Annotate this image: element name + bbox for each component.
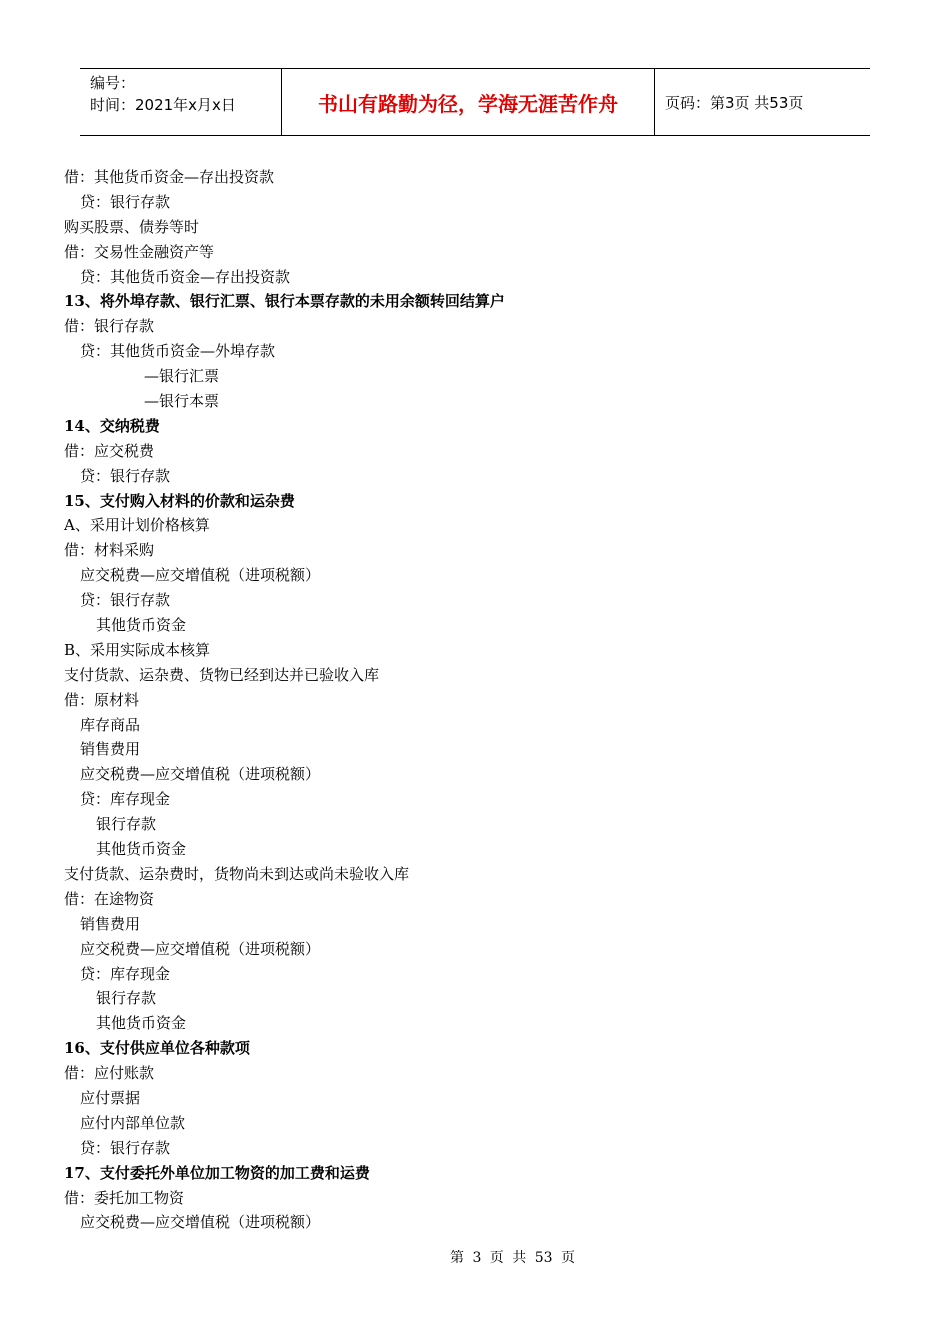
- text-line: 其他货币资金: [96, 616, 187, 635]
- document-time-label: 时间：2021年x月x日: [90, 96, 236, 114]
- text-line: 贷：银行存款: [80, 466, 171, 485]
- header-page-cell: [655, 69, 870, 135]
- text-line: 销售费用: [80, 914, 141, 933]
- section-heading: 17、支付委托外单位加工物资的加工费和运费: [64, 1163, 370, 1182]
- text-line: 应交税费—应交增值税（进项税额）: [80, 765, 321, 784]
- document-body: [64, 165, 864, 1235]
- header-motto: 书山有路勤为径，学海无涯苦作舟: [318, 91, 618, 116]
- text-line: 贷：其他货币资金—存出投资款: [80, 267, 291, 286]
- text-line: 库存商品: [80, 715, 141, 734]
- text-line: 借：原材料: [64, 690, 140, 709]
- document-number-label: 编号：: [90, 74, 136, 92]
- text-line: 支付货款、运杂费、货物已经到达并已验收入库: [64, 665, 380, 684]
- section-heading: 15、支付购入材料的价款和运杂费: [64, 491, 295, 510]
- text-line: 借：委托加工物资: [64, 1188, 185, 1207]
- text-line: 应付内部单位款: [80, 1113, 186, 1132]
- text-line: 银行存款: [96, 815, 157, 834]
- text-line: 借：其他货币资金—存出投资款: [64, 168, 275, 186]
- text-line: 贷：银行存款: [80, 192, 171, 211]
- section-heading: 13、将外埠存款、银行汇票、银行本票存款的未用余额转回结算户: [64, 292, 505, 311]
- text-line: B、采用实际成本核算: [64, 640, 211, 659]
- text-line: 其他货币资金: [96, 1014, 187, 1033]
- text-line: 应付票据: [80, 1088, 141, 1107]
- text-line: 贷：库存现金: [80, 790, 171, 809]
- text-line: A、采用计划价格核算: [64, 516, 210, 535]
- text-line: 应交税费—应交增值税（进项税额）: [80, 1213, 321, 1232]
- text-line: 贷：其他货币资金—外埠存款: [80, 342, 276, 361]
- text-line: 银行存款: [96, 989, 157, 1008]
- header-meta: [80, 69, 282, 135]
- text-line: 借：材料采购: [64, 541, 155, 560]
- text-line: 贷：银行存款: [80, 1138, 171, 1157]
- text-line: —银行本票: [144, 392, 220, 411]
- text-line: 借：银行存款: [64, 317, 155, 336]
- text-line: 借：应交税费: [64, 441, 155, 460]
- header-page-number: 页码：第3页 共53页: [665, 93, 804, 112]
- text-line: 支付货款、运杂费时，货物尚未到达或尚未验收入库: [64, 864, 410, 883]
- header-motto-cell: [282, 69, 655, 135]
- text-line: 贷：银行存款: [80, 591, 171, 610]
- page-header: [80, 68, 870, 136]
- text-line: 销售费用: [80, 740, 141, 759]
- text-line: 借：应付账款: [64, 1064, 155, 1083]
- text-line: 其他货币资金: [96, 840, 187, 859]
- text-line: 借：在途物资: [64, 889, 155, 908]
- section-heading: 14、交纳税费: [64, 416, 160, 435]
- page-footer: [0, 1247, 950, 1267]
- text-line: 借：交易性金融资产等: [64, 242, 215, 261]
- text-line: 购买股票、债券等时: [64, 217, 200, 236]
- text-line: —银行汇票: [144, 367, 220, 386]
- footer-page-number: 第 3 页 共 53 页: [450, 1250, 575, 1266]
- text-line: 应交税费—应交增值税（进项税额）: [80, 566, 321, 585]
- text-line: 贷：库存现金: [80, 964, 171, 983]
- text-line: 应交税费—应交增值税（进项税额）: [80, 939, 321, 958]
- section-heading: 16、支付供应单位各种款项: [64, 1039, 250, 1058]
